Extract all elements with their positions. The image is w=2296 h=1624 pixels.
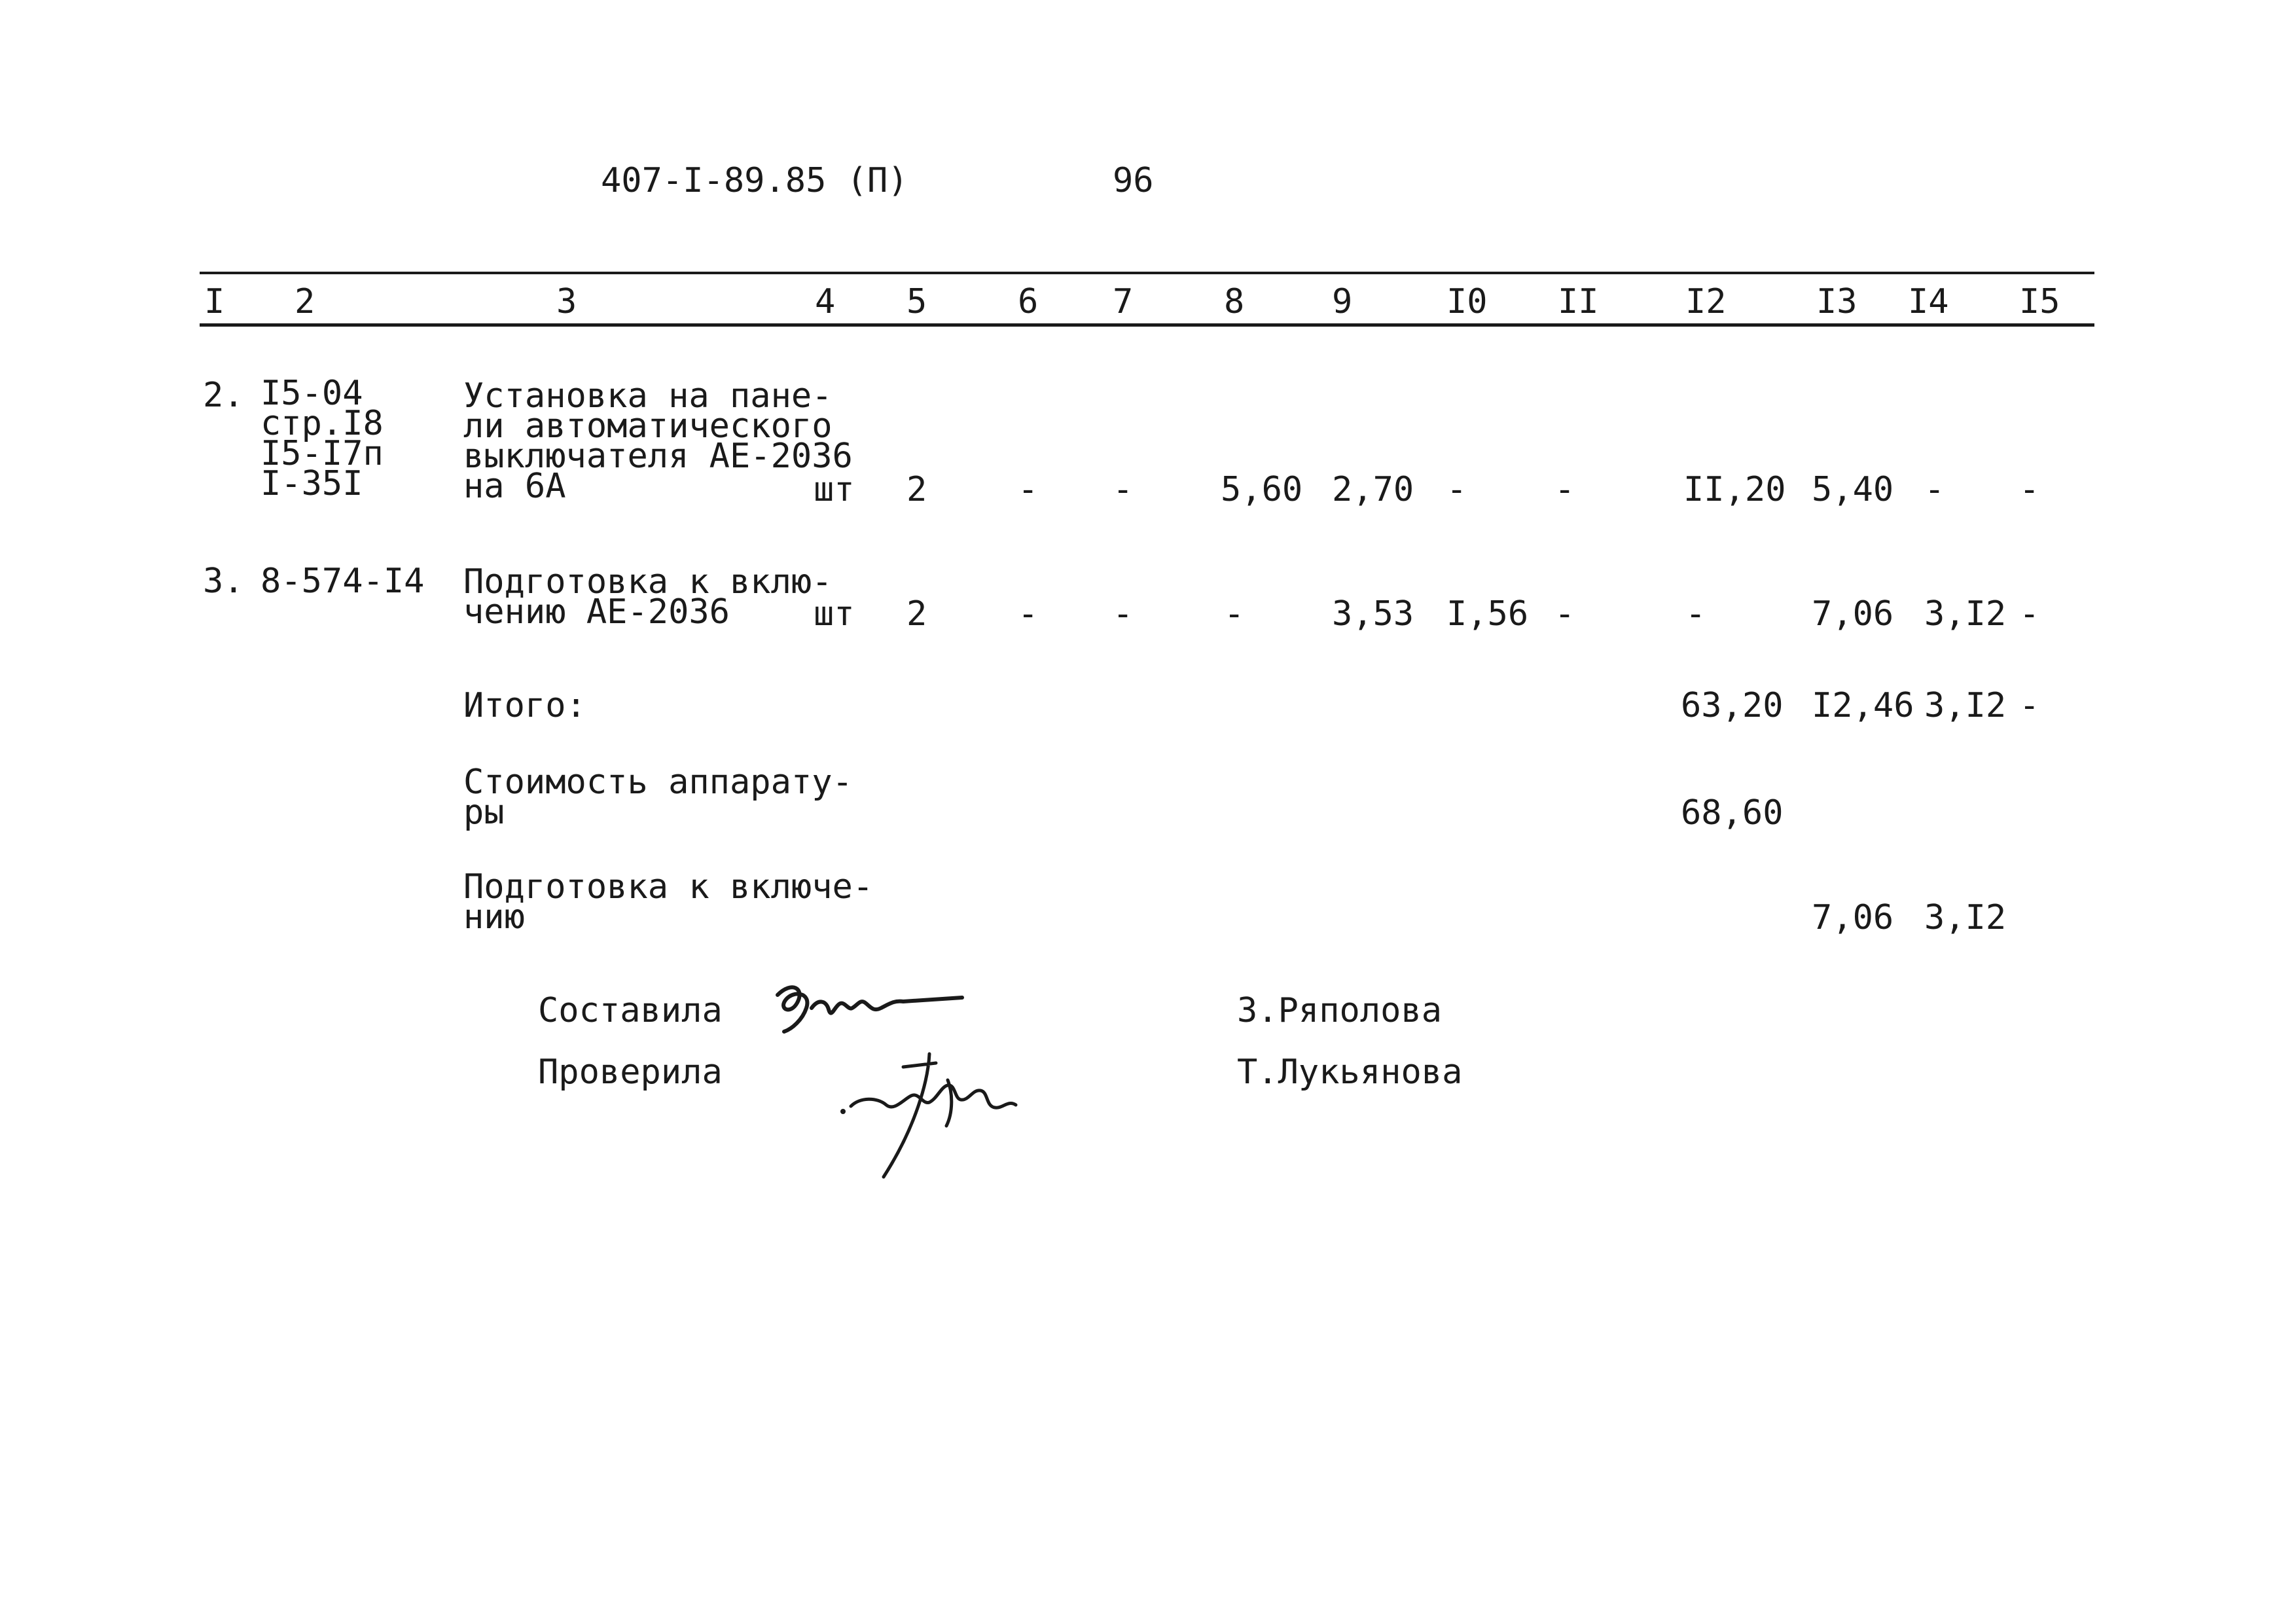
column-header-4: 4	[815, 282, 836, 321]
row-col-9: 2,70	[1332, 470, 1414, 509]
row-unit: шт	[814, 594, 855, 634]
equipment-cost-label: Стоимость аппарату- ры	[463, 763, 853, 832]
page-number: 96	[1113, 161, 1154, 200]
compiled-by-label: Составила	[538, 991, 723, 1030]
column-header-6: 6	[1018, 282, 1039, 321]
document-code: 407-I-89.85 (П)	[601, 161, 908, 200]
row-name: Подготовка к вклю- чению АЕ-2036	[463, 562, 833, 632]
column-header-2: 2	[295, 282, 315, 321]
row-col-7: -	[1113, 594, 1134, 634]
row-col-12: II,20	[1683, 470, 1786, 509]
row-qty: 2	[906, 470, 927, 509]
column-header-5: 5	[906, 282, 927, 321]
table-header-rule	[200, 323, 2094, 327]
column-header-12: I2	[1685, 282, 1727, 321]
row-qty: 2	[906, 594, 927, 634]
column-header-7: 7	[1113, 282, 1134, 321]
column-header-11: II	[1558, 282, 1599, 321]
row-col-8: -	[1224, 594, 1245, 634]
row-number: 3.	[203, 562, 244, 601]
checked-by-label: Проверила	[538, 1053, 723, 1092]
preparation-label: Подготовка к включе- нию	[463, 867, 874, 937]
row-col-13: 7,06	[1812, 594, 1894, 634]
column-header-8: 8	[1224, 282, 1245, 321]
row-col-8: 5,60	[1221, 470, 1303, 509]
row-col-9: 3,53	[1332, 594, 1414, 634]
row-code: I5-04 стр.I8 I5-I7п I-35I	[260, 374, 384, 503]
totals-col-12: 63,20	[1681, 686, 1784, 725]
column-header-10: I0	[1446, 282, 1488, 321]
totals-label: Итого:	[463, 686, 586, 725]
table-top-rule	[200, 272, 2094, 274]
column-header-1: I	[204, 282, 225, 321]
column-header-15: I5	[2019, 282, 2060, 321]
row-number: 2.	[203, 376, 244, 415]
row-col-6: -	[1018, 470, 1039, 509]
row-col-15: -	[2019, 594, 2040, 634]
preparation-col-14: 3,I2	[1924, 898, 2007, 937]
row-col-14: 3,I2	[1924, 594, 2007, 634]
row-col-7: -	[1113, 470, 1134, 509]
column-header-3: 3	[556, 282, 577, 321]
equipment-cost-col-12: 68,60	[1681, 793, 1784, 833]
row-col-14: -	[1924, 470, 1945, 509]
totals-col-15: -	[2019, 686, 2040, 725]
row-col-13: 5,40	[1812, 470, 1894, 509]
row-col-6: -	[1018, 594, 1039, 634]
row-col-10: -	[1446, 470, 1467, 509]
row-col-12: -	[1685, 594, 1706, 634]
row-col-10: I,56	[1446, 594, 1529, 634]
totals-col-14: 3,I2	[1924, 686, 2007, 725]
checked-by-name: Т.Лукьянова	[1237, 1053, 1463, 1092]
row-unit: шт	[814, 470, 855, 509]
row-col-11: -	[1554, 594, 1575, 634]
row-col-11: -	[1554, 470, 1575, 509]
column-header-14: I4	[1908, 282, 1949, 321]
preparation-col-13: 7,06	[1812, 898, 1894, 937]
checked-signature	[831, 1034, 1041, 1185]
totals-col-13: I2,46	[1812, 686, 1914, 725]
row-code: 8-574-I4	[260, 562, 425, 601]
column-header-9: 9	[1332, 282, 1353, 321]
row-name: Установка на пане- ли автоматического выключателя АЕ-2036 на 6А	[463, 376, 853, 506]
compiled-by-name: З.Ряполова	[1237, 991, 1443, 1030]
row-col-15: -	[2019, 470, 2040, 509]
column-header-13: I3	[1816, 282, 1857, 321]
